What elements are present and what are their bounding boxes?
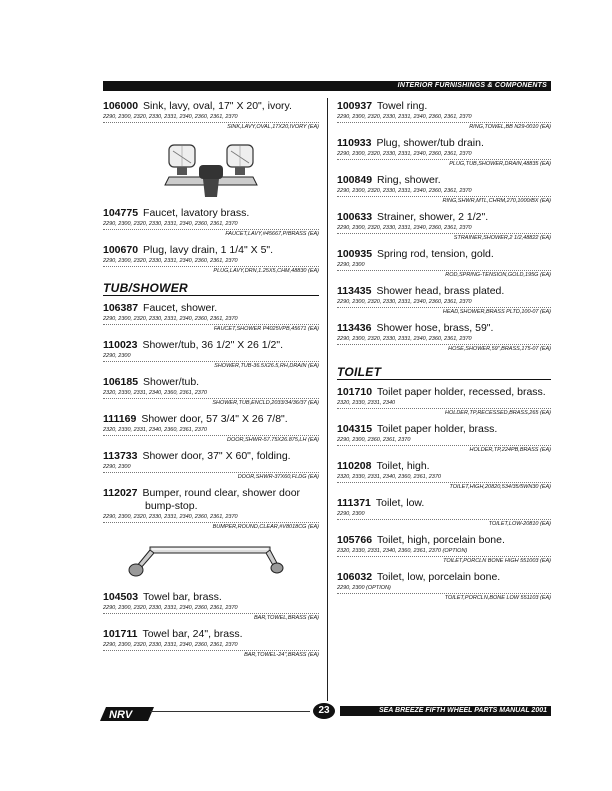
part-code: BUMPER,ROUND,CLEAR,#V8018CG (EA) — [103, 522, 319, 531]
part-description: Shower/tub, 36 1/2" X 26 1/2". — [142, 339, 284, 351]
part-number: 113435 — [337, 285, 372, 297]
model-list: 2320, 2330, 2331, 2340 — [337, 400, 396, 406]
part-entry — [337, 497, 551, 528]
part-code: TOILET,LOW-20810 (EA) — [337, 519, 551, 528]
part-description: Faucet, lavatory brass. — [143, 207, 250, 219]
part-code: PLUG,TUB,SHOWER,DRAIN,48835 (EA) — [337, 159, 551, 168]
part-number: 112027 — [103, 487, 138, 499]
towel-bar-entries — [103, 591, 319, 659]
part-entry — [337, 571, 551, 602]
model-list: 2290, 2300, 2320, 2330, 2331, 2340, 2360, 2361, 2370 — [337, 188, 472, 194]
part-description: Toilet paper holder, brass. — [377, 423, 498, 435]
part-code: HOLDER,TP,RECESSED,BRASS,265 (EA) — [337, 408, 551, 417]
part-title — [103, 487, 319, 500]
part-title — [337, 137, 551, 150]
model-list: 2290, 2300 — [337, 511, 365, 517]
part-entry — [103, 339, 319, 370]
model-list: 2290, 2300, 2320, 2330, 2331, 2340, 2360, 2361, 2370 — [103, 514, 238, 520]
part-code: SHOWER,TUB-36.5X26.5,RH,DRAIN (EA) — [103, 361, 319, 370]
part-entry — [337, 534, 551, 565]
part-number: 111169 — [103, 413, 137, 425]
part-number: 100633 — [337, 211, 373, 223]
part-number: 110023 — [103, 339, 138, 351]
part-number: 100935 — [337, 248, 373, 260]
part-entry — [337, 248, 551, 279]
part-title — [103, 302, 319, 315]
part-entry — [103, 628, 319, 659]
part-entry — [337, 100, 551, 131]
part-description: Shower head, brass plated. — [376, 285, 505, 297]
part-number: 100937 — [337, 100, 373, 112]
manual-title: SEA BREEZE FIFTH WHEEL PARTS MANUAL 2001 — [378, 707, 547, 714]
part-description: Toilet, low. — [375, 497, 425, 509]
model-list: 2290, 2300, 2320, 2330, 2331, 2340, 2360, 2361, 2370 — [103, 221, 238, 227]
part-title — [103, 100, 319, 113]
column-divider — [327, 98, 328, 701]
part-description: Shower door, 37" X 60", folding. — [142, 450, 291, 462]
part-code: HOLDER,TP,224PB,BRASS (EA) — [337, 445, 551, 454]
part-number: 106185 — [103, 376, 139, 388]
part-description: Shower door, 57 3/4" X 26 7/8". — [141, 413, 288, 425]
faucet-entries — [103, 207, 319, 275]
model-list: 2290, 2300, 2320, 2330, 2331, 2340, 2360, 2361, 2370 — [103, 316, 238, 322]
tub-shower-heading: TUB/SHOWER — [103, 281, 319, 296]
right-column — [337, 100, 551, 608]
model-list: 2290, 2300, 2320, 2330, 2331, 2340, 2360, 2361, 2370 — [103, 114, 238, 120]
model-list: 2290, 2300 — [337, 262, 365, 268]
model-list: 2290, 2300 (OPTION) — [337, 585, 391, 591]
part-description: Towel bar, 24", brass. — [142, 628, 243, 640]
part-entry — [103, 450, 319, 481]
part-description-continued: bump-stop. — [145, 500, 198, 512]
model-list: 2320, 2330, 2331, 2340, 2360, 2361, 2370 — [337, 474, 441, 480]
part-code: BAR,TOWEL,BRASS (EA) — [103, 613, 319, 622]
part-entry — [337, 460, 551, 491]
footer-bar — [340, 706, 551, 716]
part-code: ROD,SPRING-TENSION,GOLD,195G (EA) — [337, 270, 551, 279]
part-title — [103, 413, 319, 426]
part-code: FAUCET,SHOWER P4025VPB,45671 (EA) — [103, 324, 319, 333]
part-title — [103, 591, 319, 604]
part-entry — [103, 302, 319, 333]
model-list: 2290, 2300, 2320, 2330, 2331, 2340, 2360, 2361, 2370 — [103, 258, 238, 264]
nrv-logo — [100, 705, 156, 723]
shower-accessory-entries — [337, 100, 551, 353]
part-description: Plug, lavy drain, 1 1/4" X 5". — [143, 244, 274, 256]
part-code: TOILET,HIGH,20820,534/35/5WN30 (EA) — [337, 482, 551, 491]
part-code: SINK,LAVY,OVAL,17X20,IVORY (EA) — [103, 122, 319, 131]
towel-bar-illustration — [126, 537, 296, 587]
part-title — [337, 211, 551, 224]
part-title — [337, 497, 551, 510]
part-entry — [103, 591, 319, 622]
part-code: TOILET,PORCLN,BONE LOW 551103 (EA) — [337, 593, 551, 602]
lavatory-faucet-illustration — [163, 137, 259, 203]
model-list: 2290, 2300, 2320, 2330, 2331, 2340, 2360, 2361, 2370 — [337, 225, 472, 231]
part-title — [337, 174, 551, 187]
part-title — [337, 248, 551, 261]
part-entry — [103, 376, 319, 407]
part-number: 111371 — [337, 497, 371, 509]
left-column — [103, 100, 319, 665]
tub-shower-entries — [103, 302, 319, 531]
part-number: 106387 — [103, 302, 139, 314]
part-description: Strainer, shower, 2 1/2". — [377, 211, 489, 223]
part-title — [337, 322, 551, 335]
model-list: 2290, 2300, 2320, 2330, 2331, 2340, 2360, 2361, 2370 — [337, 151, 472, 157]
part-description: Toilet, low, porcelain bone. — [377, 571, 501, 583]
part-code: BAR,TOWEL-24",BRASS (EA) — [103, 650, 319, 659]
part-number: 110933 — [337, 137, 372, 149]
model-list: 2320, 2330, 2331, 2340, 2360, 2361, 2370 — [103, 390, 207, 396]
part-code: TOILET,PORCLN BONE HIGH 551003 (EA) — [337, 556, 551, 565]
model-list: 2290, 2300 — [103, 464, 131, 470]
part-title — [337, 571, 551, 584]
model-list: 2320, 2330, 2331, 2340, 2360, 2361, 2370 — [103, 427, 207, 433]
part-title — [337, 460, 551, 473]
part-entry — [337, 423, 551, 454]
section-header-bar — [103, 81, 551, 91]
toilet-entries — [337, 386, 551, 602]
part-code: FAUCET,LAVY,#45667,P/BRASS (EA) — [103, 229, 319, 238]
part-description: Sink, lavy, oval, 17" X 20", ivory. — [143, 100, 292, 112]
part-entry — [337, 174, 551, 205]
part-entry — [103, 244, 319, 275]
model-list: 2290, 2300, 2320, 2330, 2331, 2340, 2360, 2361, 2370 — [103, 605, 238, 611]
part-description: Ring, shower. — [377, 174, 441, 186]
part-entry — [103, 413, 319, 444]
part-title — [337, 285, 551, 298]
part-entry — [337, 322, 551, 353]
part-number: 106032 — [337, 571, 373, 583]
part-number: 110208 — [337, 460, 372, 472]
part-title — [103, 207, 319, 220]
part-number: 101710 — [337, 386, 373, 398]
part-description: Faucet, shower. — [143, 302, 218, 314]
part-description: Shower/tub. — [143, 376, 200, 388]
part-title — [103, 450, 319, 463]
part-title — [337, 534, 551, 547]
part-entry — [103, 100, 319, 131]
part-entry — [103, 207, 319, 238]
part-number: 113436 — [337, 322, 372, 334]
part-title — [103, 339, 319, 352]
model-list: 2290, 2300 — [103, 353, 131, 359]
part-description: Plug, shower/tub drain. — [376, 137, 484, 149]
part-code: HEAD,SHOWER,BRASS PLTD,100-07 (EA) — [337, 307, 551, 316]
part-description: Spring rod, tension, gold. — [377, 248, 494, 260]
part-number: 104775 — [103, 207, 139, 219]
model-list: 2290, 2300, 2320, 2330, 2331, 2340, 2360, 2361, 2370 — [337, 299, 472, 305]
part-code: RING,SHWR,MTL,CHRM,270,1000/BX (EA) — [337, 196, 551, 205]
part-entry — [337, 137, 551, 168]
page-number: 23 — [313, 703, 335, 719]
part-code: STRAINER,SHOWER,2 1/2,48822 (EA) — [337, 233, 551, 242]
part-code: DOOR,SHWR-37X60,FLDG (EA) — [103, 472, 319, 481]
part-title — [337, 423, 551, 436]
logo-text: NRV — [109, 709, 133, 721]
part-code: DOOR,SHWR-57.75X26.875,LH (EA) — [103, 435, 319, 444]
part-number: 106000 — [103, 100, 139, 112]
part-description: Bumper, round clear, shower door — [142, 487, 301, 499]
part-number: 100849 — [337, 174, 373, 186]
sink-entries — [103, 100, 319, 131]
part-description: Toilet, high. — [376, 460, 430, 472]
part-title — [103, 244, 319, 257]
part-number: 104315 — [337, 423, 373, 435]
part-title — [337, 386, 551, 399]
part-description: Shower hose, brass, 59". — [376, 322, 494, 334]
model-list: 2290, 2300, 2320, 2330, 2331, 2340, 2360, 2361, 2370 — [103, 642, 238, 648]
part-entry — [337, 285, 551, 316]
part-title — [337, 100, 551, 113]
part-title — [103, 376, 319, 389]
model-list: 2290, 2300, 2320, 2330, 2331, 2340, 2360, 2361, 2370 — [337, 336, 472, 342]
model-list: 2290, 2300, 2320, 2330, 2331, 2340, 2360, 2361, 2370 — [337, 114, 472, 120]
part-code: SHOWER,TUB,ENCLD,2033/34/36/37 (EA) — [103, 398, 319, 407]
part-entry — [337, 211, 551, 242]
model-list: 2320, 2330, 2331, 2340, 2360, 2361, 2370 (OPTION) — [337, 548, 468, 554]
part-number: 100670 — [103, 244, 139, 256]
toilet-heading: TOILET — [337, 365, 551, 380]
part-description: Toilet paper holder, recessed, brass. — [377, 386, 546, 398]
section-title: INTERIOR FURNISHINGS & COMPONENTS — [397, 82, 547, 89]
part-code: RING,TOWEL,BB N29-0010 (EA) — [337, 122, 551, 131]
part-entry — [337, 386, 551, 417]
part-title — [103, 628, 319, 641]
part-code: HOSE,SHOWER,59",BRASS,175-07 (EA) — [337, 344, 551, 353]
part-code: PLUG,LAVY,DRN,1.25X5,CHM,48830 (EA) — [103, 266, 319, 275]
footer-rule — [150, 711, 310, 712]
part-number: 113733 — [103, 450, 138, 462]
part-description: Towel bar, brass. — [143, 591, 222, 603]
part-description: Towel ring. — [377, 100, 428, 112]
part-number: 101711 — [103, 628, 138, 640]
part-number: 104503 — [103, 591, 139, 603]
part-number: 105766 — [337, 534, 373, 546]
part-entry — [103, 487, 319, 531]
part-description: Toilet, high, porcelain bone. — [377, 534, 505, 546]
model-list: 2290, 2300, 2360, 2361, 2370 — [337, 437, 411, 443]
